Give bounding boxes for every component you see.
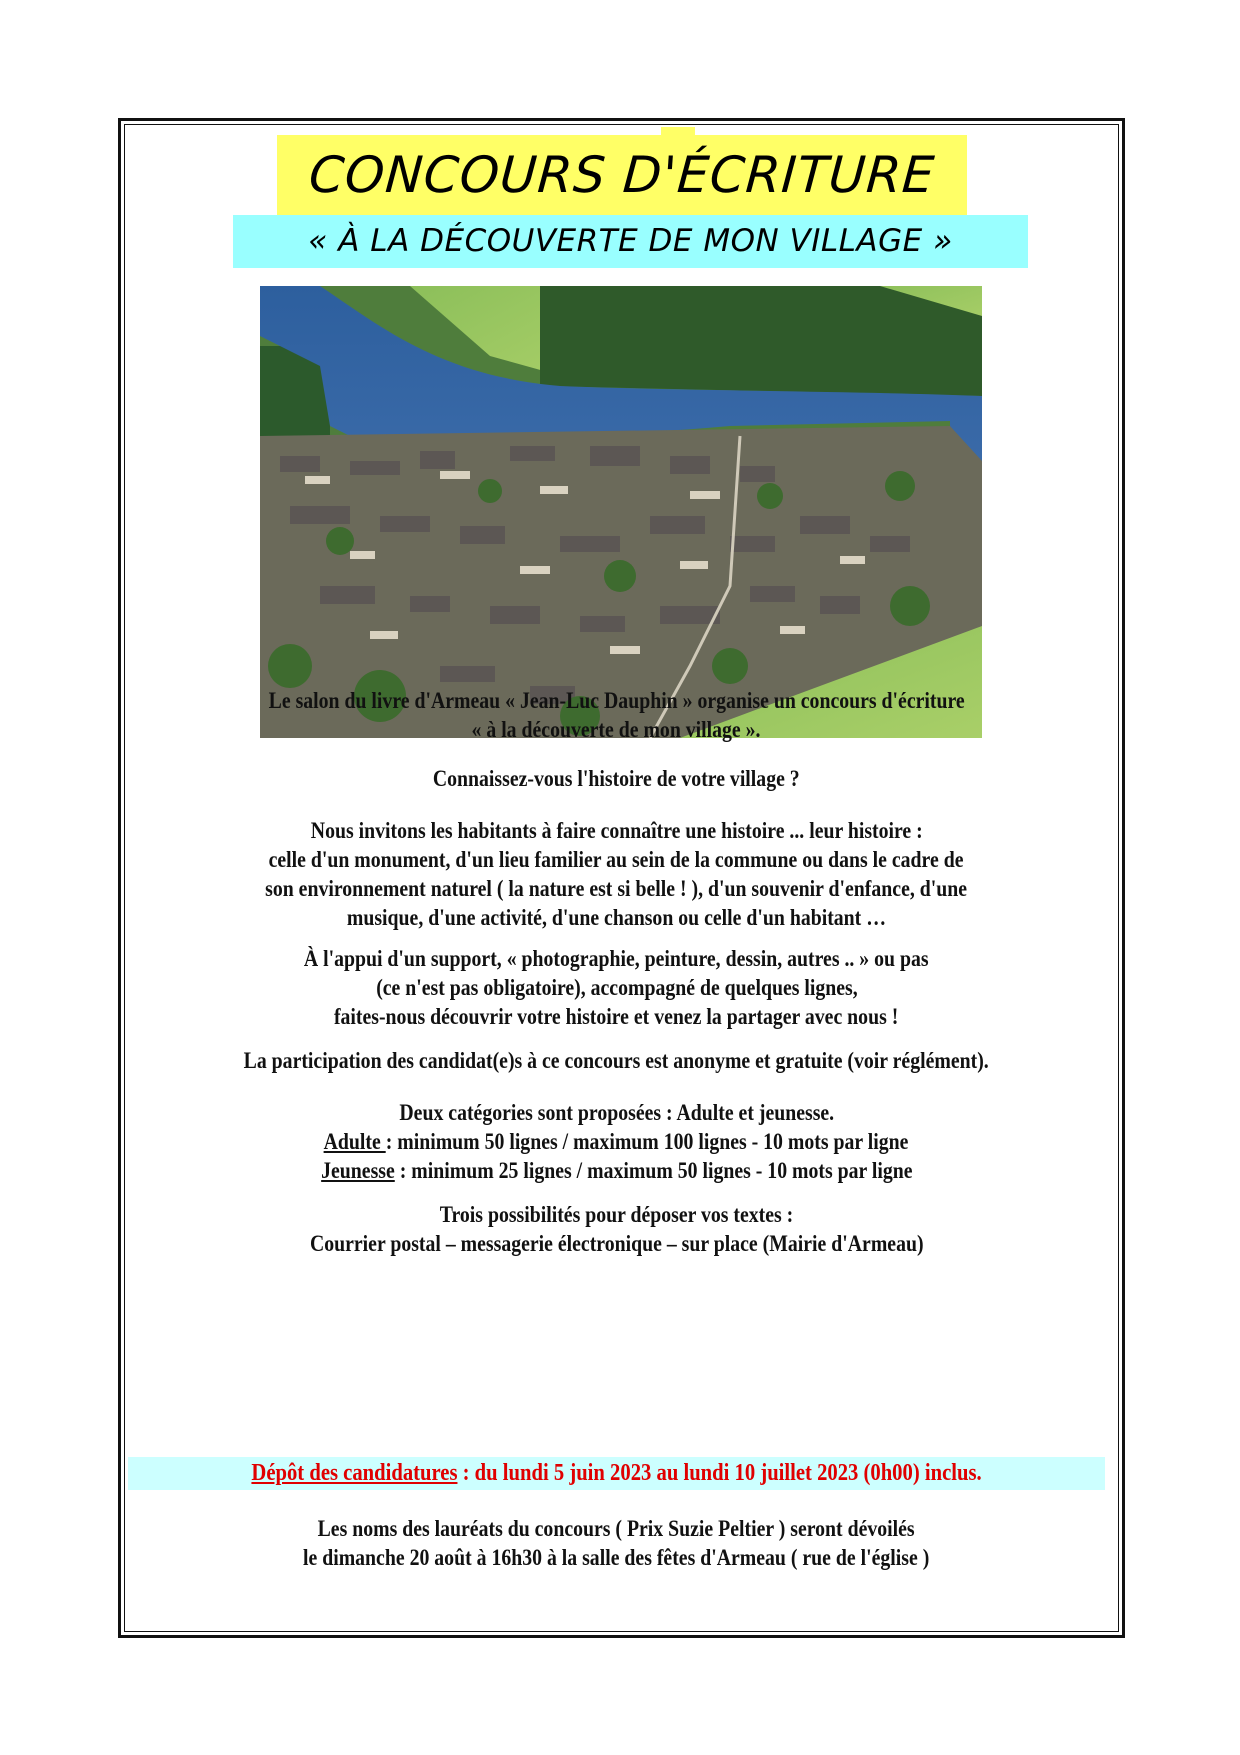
winners-line-1: Les noms des lauréats du concours ( Prix Suzie Peltier ) seront dévoilés (317, 1516, 915, 1541)
category-youth-label: Jeunesse (320, 1158, 395, 1183)
invitation-line: celle d'un monument, d'un lieu familier au sein de la commune ou dans le cadre de (269, 847, 964, 872)
winners-line-2: le dimanche 20 août à 16h30 à la salle des fêtes d'Armeau ( rue de l'église ) (303, 1545, 930, 1570)
intro-paragraph (128, 686, 1105, 744)
submission-intro: Trois possibilités pour déposer vos textes : (439, 1202, 794, 1227)
invitation-paragraph (128, 816, 1105, 932)
support-line: (ce n'est pas obligatoire), accompagné de quelques lignes, (375, 975, 858, 1000)
deadline-text (128, 1459, 1105, 1488)
deadline-label: Dépôt des candidatures (251, 1460, 458, 1486)
submission-methods: Courrier postal – messagerie électronique – sur place (Mairie d'Armeau) (309, 1231, 924, 1256)
intro-line-2: « à la découverte de mon village ». (472, 717, 761, 742)
category-adult-rule: : minimum 50 lignes / maximum 100 lignes - 10 mots par ligne (386, 1129, 909, 1154)
deadline-dates: : du lundi 5 juin 2023 au lundi 10 juillet 2023 (0h00) inclus. (457, 1460, 982, 1486)
page-title: CONCOURS D'ÉCRITURE (307, 146, 937, 204)
invitation-line: son environnement naturel ( la nature est si belle ! ), d'un souvenir d'enfance, d'une (265, 876, 968, 901)
category-youth (321, 1156, 912, 1185)
page-subtitle: « À LA DÉCOUVERTE DE MON VILLAGE » (308, 223, 953, 259)
submission-section (128, 1200, 1105, 1258)
winners-announcement (128, 1514, 1105, 1572)
question: Connaissez-vous l'histoire de votre village ? (433, 766, 800, 791)
invitation-line: Nous invitons les habitants à faire connaître une histoire ... leur histoire : (310, 818, 923, 843)
categories-section (128, 1098, 1105, 1185)
support-line: À l'appui d'un support, « photographie, peinture, dessin, autres .. » ou pas (304, 946, 929, 971)
support-line: faites-nous découvrir votre histoire et venez la partager avec nous ! (334, 1004, 899, 1029)
category-adult-label: Adulte (324, 1129, 387, 1154)
category-youth-rule: : minimum 25 lignes / maximum 50 lignes - 10 mots par ligne (394, 1158, 913, 1183)
participation-text: La participation des candidat(e)s à ce concours est anonyme et gratuite (voir réglément). (243, 1048, 990, 1073)
categories-intro: Deux catégories sont proposées : Adulte et jeunesse. (399, 1100, 834, 1125)
intro-line-1: Le salon du livre d'Armeau « Jean-Luc Dauphin » organise un concours d'écriture (268, 688, 965, 713)
invitation-line: musique, d'une activité, d'une chanson ou celle d'un habitant … (346, 905, 887, 930)
village-aerial-photo (260, 286, 982, 738)
support-paragraph (128, 944, 1105, 1031)
category-adult (324, 1127, 909, 1156)
